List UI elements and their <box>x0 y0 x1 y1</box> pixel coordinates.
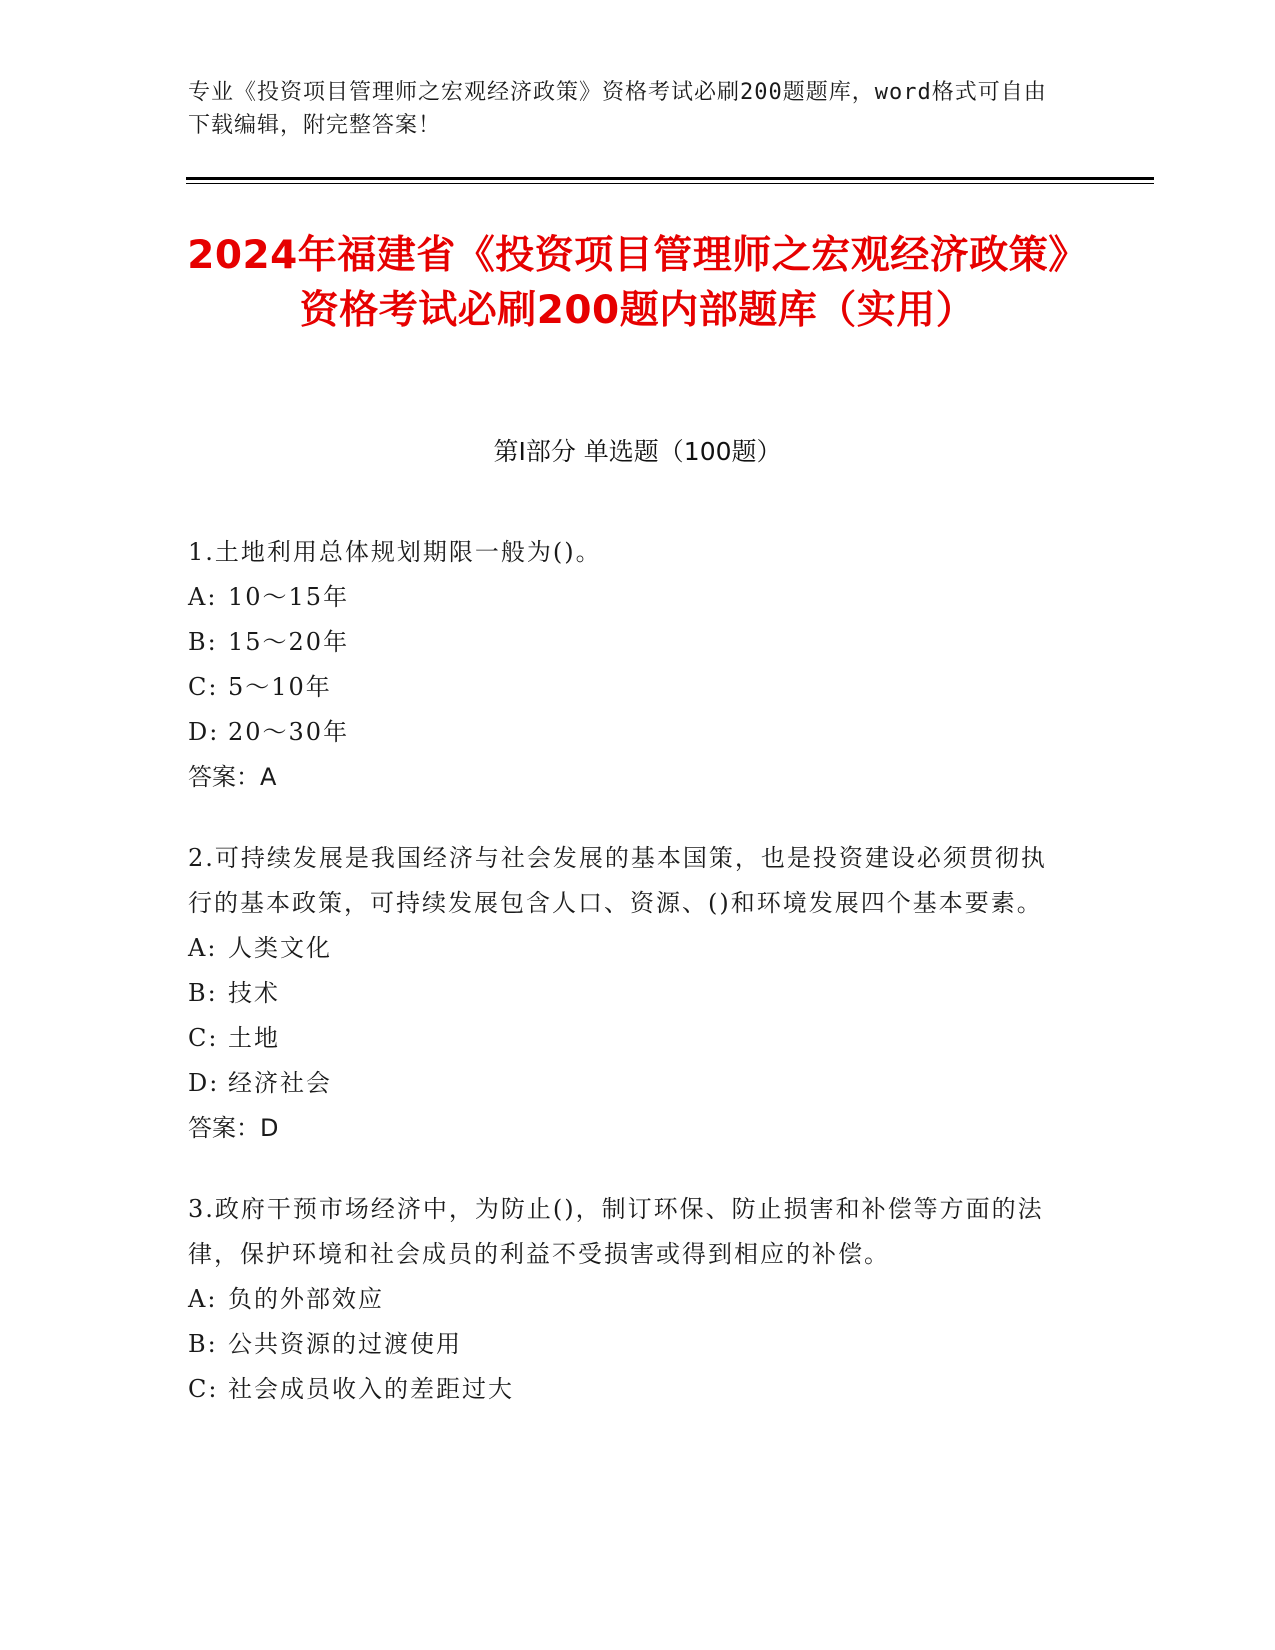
answer-line <box>188 1106 1058 1151</box>
option-key: D: <box>188 1069 220 1097</box>
option-key: A: <box>188 1285 218 1313</box>
option-a <box>188 926 1058 971</box>
option-b <box>188 620 1058 665</box>
option-text: 10～15年 <box>228 583 350 611</box>
option-text: 社会成员收入的差距过大 <box>228 1375 514 1403</box>
question-2 <box>188 836 1058 1151</box>
question-stem: 2.可持续发展是我国经济与社会发展的基本国策，也是投资建设必须贯彻执行的基本政策，可持续发展包含人口、资源、()和环境发展四个基本要素。 <box>188 844 1047 917</box>
option-text: 技术 <box>228 979 280 1007</box>
question-stem: 3.政府干预市场经济中，为防止()，制订环保、防止损害和补偿等方面的法律，保护环境和社会成员的利益不受损害或得到相应的补偿。 <box>188 1195 1044 1268</box>
option-a <box>188 575 1058 620</box>
option-a <box>188 1277 1058 1322</box>
option-key: B: <box>188 1330 218 1358</box>
option-text: 20～30年 <box>228 718 350 746</box>
answer-value: A <box>260 763 277 791</box>
option-text: 经济社会 <box>228 1069 332 1097</box>
option-b <box>188 971 1058 1016</box>
option-d <box>188 710 1058 755</box>
option-c <box>188 1016 1058 1061</box>
header-divider-thin <box>186 183 1154 184</box>
option-key: C: <box>188 673 219 701</box>
header-divider-thick <box>186 177 1154 180</box>
answer-label: 答案： <box>188 1114 260 1142</box>
header-note: 专业《投资项目管理师之宏观经济政策》资格考试必刷200题题库，word格式可自由下载编辑，附完整答案！ <box>188 80 1047 138</box>
option-key: C: <box>188 1024 219 1052</box>
option-text: 人类文化 <box>228 934 332 962</box>
option-text: 15～20年 <box>228 628 350 656</box>
section-title: 第I部分 单选题（100题） <box>493 437 782 466</box>
option-key: B: <box>188 979 218 1007</box>
question-stem: 1.土地利用总体规划期限一般为()。 <box>188 538 602 566</box>
option-d <box>188 1061 1058 1106</box>
option-c <box>188 665 1058 710</box>
option-text: 公共资源的过渡使用 <box>228 1330 462 1358</box>
option-key: C: <box>188 1375 219 1403</box>
option-b <box>188 1322 1058 1367</box>
question-1 <box>188 530 1058 800</box>
option-key: A: <box>188 934 218 962</box>
option-key: B: <box>188 628 218 656</box>
question-list <box>188 530 1058 1448</box>
answer-value: D <box>260 1114 279 1142</box>
answer-label: 答案： <box>188 763 260 791</box>
question-3 <box>188 1187 1058 1412</box>
answer-line <box>188 755 1058 800</box>
option-key: A: <box>188 583 218 611</box>
document-title: 2024年福建省《投资项目管理师之宏观经济政策》资格考试必刷200题内部题库（实用） <box>187 233 1088 333</box>
option-c <box>188 1367 1058 1412</box>
option-text: 5～10年 <box>228 673 332 701</box>
option-text: 负的外部效应 <box>228 1285 384 1313</box>
option-text: 土地 <box>228 1024 280 1052</box>
option-key: D: <box>188 718 220 746</box>
